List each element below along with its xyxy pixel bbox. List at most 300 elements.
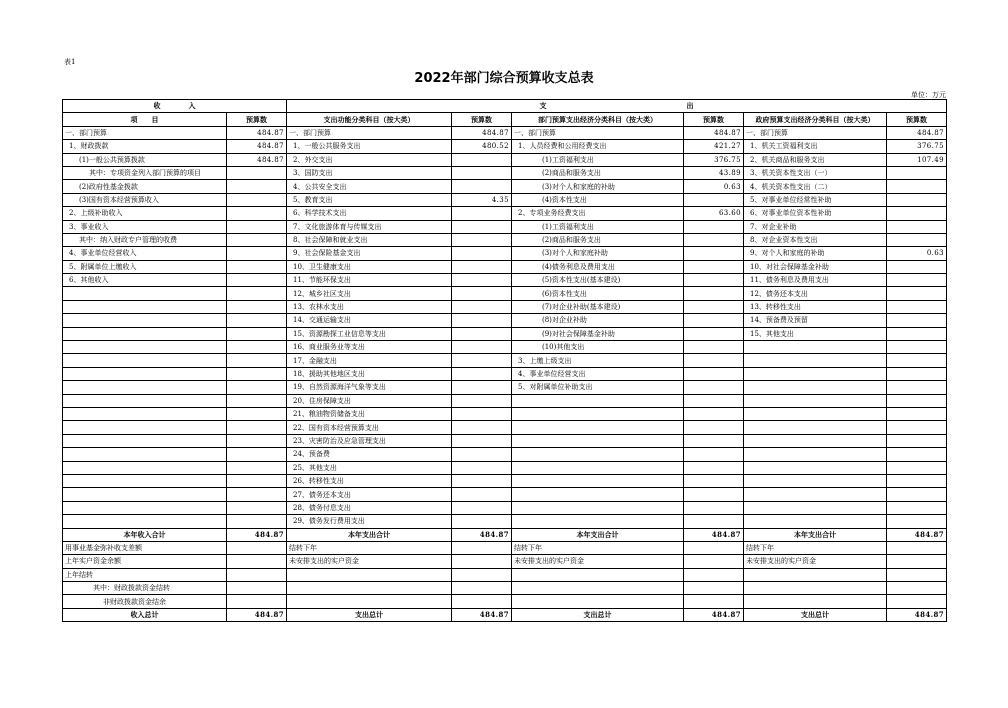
budget-amount-cell bbox=[684, 448, 744, 461]
item-cell: (4)资本性支出 bbox=[512, 193, 684, 206]
budget-amount-cell bbox=[887, 381, 947, 394]
budget-amount-cell bbox=[452, 515, 512, 528]
item-cell: 10、对社会保障基金补助 bbox=[744, 260, 887, 273]
item-cell: 8、社会保障和就业支出 bbox=[287, 233, 452, 246]
budget-amount-cell: 484.87 bbox=[452, 528, 512, 541]
item-cell: 12、城乡社区支出 bbox=[287, 287, 452, 300]
budget-amount-cell bbox=[887, 367, 947, 380]
budget-amount-cell bbox=[684, 193, 744, 206]
budget-amount-cell bbox=[684, 595, 744, 608]
item-cell bbox=[63, 434, 227, 447]
item-cell: 25、其他支出 bbox=[287, 461, 452, 474]
item-cell: 6、科学技术支出 bbox=[287, 207, 452, 220]
item-cell: 12、债务还本支出 bbox=[744, 287, 887, 300]
item-cell: 支出总计 bbox=[512, 608, 684, 621]
item-cell: 18、援助其他地区支出 bbox=[287, 367, 452, 380]
item-cell: 9、对个人和家庭的补助 bbox=[744, 247, 887, 260]
budget-amount-cell bbox=[452, 207, 512, 220]
item-cell: 6、其他收入 bbox=[63, 274, 227, 287]
budget-amount-cell bbox=[227, 207, 287, 220]
item-cell bbox=[744, 595, 887, 608]
table-row bbox=[63, 421, 947, 434]
item-cell: 23、灾害防治及应急管理支出 bbox=[287, 434, 452, 447]
item-cell bbox=[744, 434, 887, 447]
item-cell: 2、上级补助收入 bbox=[63, 207, 227, 220]
table-row bbox=[63, 501, 947, 514]
item-cell bbox=[744, 515, 887, 528]
budget-amount-cell bbox=[452, 354, 512, 367]
budget-amount-cell bbox=[684, 555, 744, 568]
item-cell: 3、机关资本性支出（一） bbox=[744, 166, 887, 179]
income-group-header: 收 入 bbox=[63, 100, 287, 113]
budget-amount-cell bbox=[684, 568, 744, 581]
budget-amount-cell bbox=[452, 421, 512, 434]
budget-amount-cell bbox=[227, 461, 287, 474]
budget-amount-cell: 484.87 bbox=[452, 608, 512, 621]
budget-amount-cell bbox=[684, 341, 744, 354]
budget-amount-cell bbox=[227, 434, 287, 447]
table-row bbox=[63, 608, 947, 621]
item-cell: (1)工资福利支出 bbox=[512, 153, 684, 166]
item-cell: (3)国有资本经营预算收入 bbox=[63, 193, 227, 206]
item-cell: 28、债务付息支出 bbox=[287, 501, 452, 514]
budget-amount-cell bbox=[684, 274, 744, 287]
item-cell bbox=[63, 501, 227, 514]
table-row bbox=[63, 434, 947, 447]
item-cell: 8、对企业资本性支出 bbox=[744, 233, 887, 246]
item-cell: 一、部门预算 bbox=[512, 126, 684, 139]
item-cell bbox=[512, 421, 684, 434]
table-row bbox=[63, 568, 947, 581]
item-cell: 20、住房保障支出 bbox=[287, 394, 452, 407]
budget-amount-cell: 107.49 bbox=[887, 153, 947, 166]
budget-amount-cell bbox=[452, 287, 512, 300]
col-header-budget: 预算数 bbox=[887, 113, 947, 126]
budget-amount-cell: 376.75 bbox=[684, 153, 744, 166]
item-cell bbox=[512, 488, 684, 501]
budget-amount-cell bbox=[887, 515, 947, 528]
item-cell: 22、国有资本经营预算支出 bbox=[287, 421, 452, 434]
table-row bbox=[63, 448, 947, 461]
budget-amount-cell: 0.63 bbox=[887, 247, 947, 260]
item-cell: 1、财政拨款 bbox=[63, 140, 227, 153]
item-cell: 结转下年 bbox=[287, 541, 452, 554]
budget-amount-cell bbox=[887, 180, 947, 193]
budget-amount-cell bbox=[227, 421, 287, 434]
item-cell bbox=[287, 568, 452, 581]
item-cell bbox=[63, 287, 227, 300]
budget-amount-cell bbox=[887, 314, 947, 327]
item-cell: 6、对事业单位资本性补助 bbox=[744, 207, 887, 220]
item-cell: 本年支出合计 bbox=[744, 528, 887, 541]
budget-amount-cell bbox=[887, 421, 947, 434]
item-cell bbox=[744, 448, 887, 461]
item-cell: 5、附属单位上缴收入 bbox=[63, 260, 227, 273]
item-cell bbox=[63, 421, 227, 434]
table-number: 表1 bbox=[64, 58, 76, 66]
item-cell bbox=[744, 582, 887, 595]
item-cell: (2)商品和服务支出 bbox=[512, 233, 684, 246]
item-cell: 其中：专项资金列入部门预算的项目 bbox=[63, 166, 227, 179]
budget-amount-cell bbox=[452, 582, 512, 595]
budget-amount-cell bbox=[227, 314, 287, 327]
budget-amount-cell bbox=[887, 193, 947, 206]
budget-amount-cell bbox=[227, 595, 287, 608]
item-cell: 5、对事业单位经常性补助 bbox=[744, 193, 887, 206]
item-cell: (5)资本性支出(基本建设) bbox=[512, 274, 684, 287]
item-cell: 14、交通运输支出 bbox=[287, 314, 452, 327]
table-row bbox=[63, 260, 947, 273]
item-cell: 15、其他支出 bbox=[744, 327, 887, 340]
col-header-budget: 预算数 bbox=[227, 113, 287, 126]
item-cell bbox=[744, 488, 887, 501]
item-cell: 结转下年 bbox=[512, 541, 684, 554]
item-cell: (3)对个人和家庭补助 bbox=[512, 247, 684, 260]
item-cell: 1、一般公共服务支出 bbox=[287, 140, 452, 153]
table-row bbox=[63, 140, 947, 153]
item-cell: 支出总计 bbox=[744, 608, 887, 621]
table-row bbox=[63, 287, 947, 300]
item-cell bbox=[63, 354, 227, 367]
table-row bbox=[63, 461, 947, 474]
item-cell: (7)对企业补助(基本建设) bbox=[512, 300, 684, 313]
item-cell: (2)商品和服务支出 bbox=[512, 166, 684, 179]
item-cell: 11、债务利息及费用支出 bbox=[744, 274, 887, 287]
budget-amount-cell bbox=[684, 260, 744, 273]
budget-amount-cell bbox=[227, 247, 287, 260]
budget-amount-cell: 484.87 bbox=[227, 140, 287, 153]
budget-amount-cell bbox=[452, 501, 512, 514]
budget-amount-cell bbox=[684, 287, 744, 300]
budget-amount-cell bbox=[452, 247, 512, 260]
table-row bbox=[63, 300, 947, 313]
item-cell: 其中：纳入财政专户管理的收费 bbox=[63, 233, 227, 246]
item-cell: 26、转移性支出 bbox=[287, 474, 452, 487]
col-header-gov-economic: 政府预算支出经济分类科目（按大类） bbox=[744, 113, 887, 126]
item-cell: 一、部门预算 bbox=[63, 126, 227, 139]
budget-amount-cell bbox=[227, 474, 287, 487]
table-row bbox=[63, 274, 947, 287]
budget-amount-cell bbox=[452, 220, 512, 233]
item-cell: 未安排支出的实户资金 bbox=[287, 555, 452, 568]
table-row bbox=[63, 247, 947, 260]
item-cell: 9、社会保险基金支出 bbox=[287, 247, 452, 260]
budget-amount-cell: 376.75 bbox=[887, 140, 947, 153]
table-row bbox=[63, 488, 947, 501]
item-cell: 4、机关资本性支出（二） bbox=[744, 180, 887, 193]
budget-amount-cell: 484.87 bbox=[452, 126, 512, 139]
item-cell bbox=[512, 407, 684, 420]
budget-amount-cell bbox=[227, 568, 287, 581]
budget-amount-cell: 484.87 bbox=[887, 608, 947, 621]
budget-amount-cell bbox=[887, 233, 947, 246]
item-cell bbox=[744, 367, 887, 380]
item-cell: 15、资源勘探工业信息等支出 bbox=[287, 327, 452, 340]
table-body bbox=[63, 126, 947, 621]
col-header-function: 支出功能分类科目（按大类） bbox=[287, 113, 452, 126]
item-cell bbox=[744, 568, 887, 581]
item-cell bbox=[744, 474, 887, 487]
budget-amount-cell bbox=[887, 354, 947, 367]
item-cell: 本年收入合计 bbox=[63, 528, 227, 541]
item-cell bbox=[512, 474, 684, 487]
budget-amount-cell bbox=[452, 260, 512, 273]
budget-amount-cell bbox=[684, 461, 744, 474]
budget-amount-cell bbox=[887, 541, 947, 554]
item-cell bbox=[63, 300, 227, 313]
item-cell bbox=[63, 448, 227, 461]
table-row bbox=[63, 207, 947, 220]
item-cell bbox=[744, 407, 887, 420]
table-row bbox=[63, 341, 947, 354]
budget-amount-cell: 480.52 bbox=[452, 140, 512, 153]
item-cell: (1)一般公共预算拨款 bbox=[63, 153, 227, 166]
budget-amount-cell bbox=[227, 287, 287, 300]
budget-amount-cell: 484.87 bbox=[227, 126, 287, 139]
item-cell bbox=[63, 407, 227, 420]
budget-amount-cell bbox=[227, 233, 287, 246]
budget-amount-cell bbox=[684, 220, 744, 233]
budget-amount-cell bbox=[227, 407, 287, 420]
table-row bbox=[63, 582, 947, 595]
table-row bbox=[63, 515, 947, 528]
budget-amount-cell: 484.87 bbox=[227, 153, 287, 166]
item-cell bbox=[287, 595, 452, 608]
table-row bbox=[63, 314, 947, 327]
item-cell: 19、自然资源海洋气象等支出 bbox=[287, 381, 452, 394]
item-cell: (3)对个人和家庭的补助 bbox=[512, 180, 684, 193]
budget-amount-cell bbox=[227, 327, 287, 340]
budget-amount-cell bbox=[452, 595, 512, 608]
budget-amount-cell: 484.87 bbox=[227, 528, 287, 541]
item-cell: 上年结转 bbox=[63, 568, 227, 581]
budget-amount-cell bbox=[452, 568, 512, 581]
item-cell: 结转下年 bbox=[744, 541, 887, 554]
budget-amount-cell bbox=[452, 180, 512, 193]
item-cell: 17、金融支出 bbox=[287, 354, 452, 367]
budget-amount-cell bbox=[684, 515, 744, 528]
item-cell: 2、专项业务经费支出 bbox=[512, 207, 684, 220]
item-cell: 5、对附属单位补助支出 bbox=[512, 381, 684, 394]
item-cell: 4、公共安全支出 bbox=[287, 180, 452, 193]
budget-amount-cell bbox=[452, 434, 512, 447]
item-cell bbox=[744, 501, 887, 514]
item-cell bbox=[63, 394, 227, 407]
budget-amount-cell bbox=[887, 394, 947, 407]
table-row bbox=[63, 327, 947, 340]
budget-amount-cell bbox=[684, 421, 744, 434]
table-row bbox=[63, 126, 947, 139]
budget-amount-cell bbox=[684, 247, 744, 260]
item-cell bbox=[744, 354, 887, 367]
budget-amount-cell bbox=[684, 233, 744, 246]
item-cell bbox=[744, 421, 887, 434]
table-row bbox=[63, 407, 947, 420]
budget-amount-cell bbox=[452, 166, 512, 179]
budget-amount-cell: 0.63 bbox=[684, 180, 744, 193]
budget-amount-cell: 484.87 bbox=[887, 126, 947, 139]
budget-amount-cell bbox=[887, 407, 947, 420]
item-cell: 其中：财政拨款资金结转 bbox=[63, 582, 227, 595]
budget-amount-cell bbox=[684, 474, 744, 487]
item-cell: 29、债务发行费用支出 bbox=[287, 515, 452, 528]
budget-amount-cell bbox=[887, 434, 947, 447]
budget-amount-cell bbox=[887, 568, 947, 581]
budget-amount-cell bbox=[227, 274, 287, 287]
budget-amount-cell bbox=[684, 314, 744, 327]
budget-amount-cell bbox=[452, 488, 512, 501]
item-cell bbox=[744, 461, 887, 474]
budget-amount-cell bbox=[227, 300, 287, 313]
item-cell: 13、农林水支出 bbox=[287, 300, 452, 313]
item-cell: 非财政拨款资金结余 bbox=[63, 595, 227, 608]
item-cell: (2)政府性基金拨款 bbox=[63, 180, 227, 193]
budget-amount-cell bbox=[684, 582, 744, 595]
item-cell: 4、事业单位经营收入 bbox=[63, 247, 227, 260]
item-cell: 本年支出合计 bbox=[512, 528, 684, 541]
item-cell bbox=[512, 394, 684, 407]
budget-table bbox=[62, 99, 947, 622]
item-cell: 本年支出合计 bbox=[287, 528, 452, 541]
budget-amount-cell bbox=[452, 314, 512, 327]
table-row bbox=[63, 153, 947, 166]
budget-amount-cell bbox=[684, 300, 744, 313]
item-cell bbox=[512, 568, 684, 581]
budget-amount-cell: 484.87 bbox=[684, 528, 744, 541]
item-cell: 4、事业单位经营支出 bbox=[512, 367, 684, 380]
item-cell: 24、预备费 bbox=[287, 448, 452, 461]
item-cell: 2、外交支出 bbox=[287, 153, 452, 166]
item-cell bbox=[744, 394, 887, 407]
budget-amount-cell bbox=[452, 555, 512, 568]
budget-amount-cell: 4.35 bbox=[452, 193, 512, 206]
budget-amount-cell bbox=[227, 394, 287, 407]
budget-amount-cell bbox=[227, 501, 287, 514]
budget-amount-cell bbox=[227, 166, 287, 179]
item-cell bbox=[63, 488, 227, 501]
budget-amount-cell bbox=[452, 394, 512, 407]
item-cell: 7、文化旅游体育与传媒支出 bbox=[287, 220, 452, 233]
item-cell bbox=[63, 367, 227, 380]
budget-amount-cell bbox=[227, 193, 287, 206]
budget-amount-cell bbox=[887, 327, 947, 340]
budget-amount-cell bbox=[452, 407, 512, 420]
col-header-budget: 预算数 bbox=[452, 113, 512, 126]
budget-amount-cell: 421.27 bbox=[684, 140, 744, 153]
budget-amount-cell bbox=[684, 541, 744, 554]
item-cell: 10、卫生健康支出 bbox=[287, 260, 452, 273]
budget-amount-cell bbox=[452, 474, 512, 487]
budget-amount-cell bbox=[887, 501, 947, 514]
budget-amount-cell bbox=[227, 367, 287, 380]
item-cell: (1)工资福利支出 bbox=[512, 220, 684, 233]
table-row bbox=[63, 220, 947, 233]
item-cell bbox=[512, 448, 684, 461]
table-row bbox=[63, 233, 947, 246]
item-cell: 用事业基金弥补收支差额 bbox=[63, 541, 227, 554]
budget-amount-cell bbox=[227, 582, 287, 595]
item-cell: 支出总计 bbox=[287, 608, 452, 621]
item-cell: 一、部门预算 bbox=[287, 126, 452, 139]
item-cell: 7、对企业补助 bbox=[744, 220, 887, 233]
budget-amount-cell bbox=[227, 260, 287, 273]
item-cell: (6)资本性支出 bbox=[512, 287, 684, 300]
unit-label: 单位：万元 bbox=[911, 91, 946, 99]
table-row bbox=[63, 193, 947, 206]
budget-amount-cell bbox=[452, 233, 512, 246]
budget-amount-cell bbox=[887, 488, 947, 501]
budget-amount-cell bbox=[887, 448, 947, 461]
item-cell: 11、节能环保支出 bbox=[287, 274, 452, 287]
budget-amount-cell bbox=[227, 515, 287, 528]
item-cell: 27、债务还本支出 bbox=[287, 488, 452, 501]
item-cell: 13、转移性支出 bbox=[744, 300, 887, 313]
budget-amount-cell bbox=[887, 274, 947, 287]
item-cell: 16、商业服务业等支出 bbox=[287, 341, 452, 354]
budget-amount-cell bbox=[452, 341, 512, 354]
budget-amount-cell bbox=[452, 300, 512, 313]
item-cell bbox=[744, 341, 887, 354]
item-cell bbox=[63, 474, 227, 487]
budget-amount-cell bbox=[227, 541, 287, 554]
item-cell: 一、部门预算 bbox=[744, 126, 887, 139]
expense-group-header: 支 出 bbox=[287, 100, 947, 113]
budget-amount-cell: 63.60 bbox=[684, 207, 744, 220]
budget-amount-cell bbox=[887, 220, 947, 233]
item-cell bbox=[744, 381, 887, 394]
budget-amount-cell bbox=[887, 595, 947, 608]
item-cell bbox=[512, 595, 684, 608]
item-cell bbox=[512, 515, 684, 528]
budget-amount-cell: 484.87 bbox=[887, 528, 947, 541]
col-header-item: 项 目 bbox=[63, 113, 227, 126]
table-row bbox=[63, 528, 947, 541]
item-cell bbox=[63, 327, 227, 340]
table-row bbox=[63, 381, 947, 394]
page-title: 2022年部门综合预算收支总表 bbox=[414, 71, 594, 86]
table-row bbox=[63, 394, 947, 407]
item-cell: 2、机关商品和服务支出 bbox=[744, 153, 887, 166]
item-cell: (4)债务利息及费用支出 bbox=[512, 260, 684, 273]
table-row bbox=[63, 555, 947, 568]
budget-amount-cell bbox=[452, 448, 512, 461]
item-cell bbox=[63, 341, 227, 354]
budget-amount-cell bbox=[227, 448, 287, 461]
budget-amount-cell bbox=[684, 327, 744, 340]
budget-amount-cell bbox=[887, 461, 947, 474]
item-cell bbox=[63, 381, 227, 394]
item-cell: 5、教育支出 bbox=[287, 193, 452, 206]
table-row bbox=[63, 367, 947, 380]
budget-amount-cell bbox=[684, 381, 744, 394]
item-cell: 21、粮油物资储备支出 bbox=[287, 407, 452, 420]
item-cell bbox=[512, 434, 684, 447]
item-cell: 未安排支出的实户资金 bbox=[744, 555, 887, 568]
budget-amount-cell bbox=[452, 541, 512, 554]
budget-amount-cell bbox=[227, 220, 287, 233]
budget-amount-cell bbox=[887, 341, 947, 354]
budget-amount-cell bbox=[452, 367, 512, 380]
budget-amount-cell bbox=[452, 327, 512, 340]
budget-amount-cell bbox=[227, 381, 287, 394]
item-cell: 未安排支出的实户资金 bbox=[512, 555, 684, 568]
budget-amount-cell bbox=[684, 367, 744, 380]
budget-amount-cell bbox=[227, 341, 287, 354]
budget-amount-cell bbox=[684, 407, 744, 420]
budget-amount-cell bbox=[684, 488, 744, 501]
budget-amount-cell bbox=[227, 180, 287, 193]
budget-amount-cell bbox=[452, 461, 512, 474]
